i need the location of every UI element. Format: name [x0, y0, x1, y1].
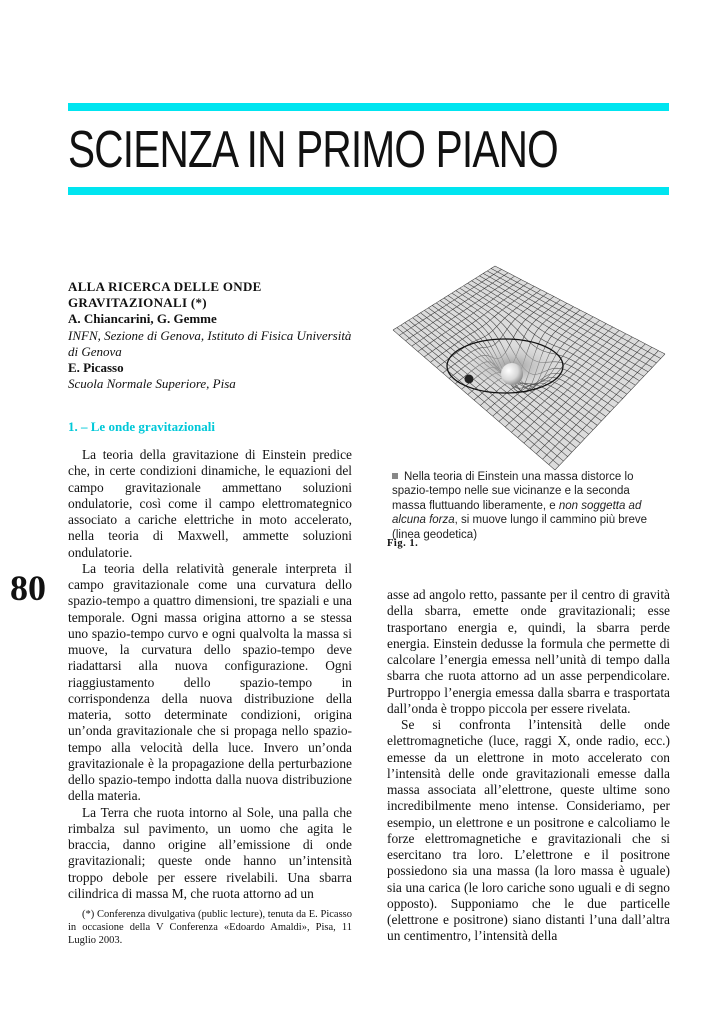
article-header	[68, 279, 352, 392]
paragraph: Se si confronta l’intensità delle onde elettromagnetiche (luce, raggi X, onde radio, ecc.) emesse da un elettrone in moto accelerato con l’intensità delle onde gravitazionali emesse dalla massa associata all’elettrone, queste ultime sono incredibilmente meno intense. Consideriamo, per esempio, un elettrone e un positrone e calcoliamo le forze elettromagnetiche e gravitazionali che si esercitano tra loro. L’elettrone e il positrone possiedono sia una massa (la loro massa è uguale) sia una carica (le loro cariche sono uguali e di segno opposto). Supponiamo che le due particelle (elettrone e positrone) siano distanti l’una dall’altra un centimentro, l’intensità della	[387, 717, 670, 944]
central-mass-sphere	[501, 363, 523, 385]
paragraph: La Terra che ruota intorno al Sole, una palla che rimbalza sul pavimento, un uomo che agita le braccia, danno origine all’emissione di onde gravitazionali; queste onde hanno un’intensità troppo debole per essere rivelabili. Una sbarra cilindrica di massa M, che ruota attorno ad un	[68, 804, 352, 901]
orbiting-mass-sphere	[465, 375, 474, 384]
right-column	[387, 587, 670, 945]
bottom-rule	[68, 187, 669, 195]
affiliation-primary: INFN, Sezione di Genova, Istituto di Fisica Università di Genova	[68, 327, 352, 359]
section-subheading: 1. – Le onde gravitazionali	[68, 419, 215, 434]
section-title: SCIENZA IN PRIMO PIANO	[68, 121, 558, 179]
caption-text-italic: non soggetta ad alcuna forza	[392, 499, 642, 527]
authors-primary: A. Chiancarini, G. Gemme	[68, 311, 217, 327]
paragraph: La teoria della relatività generale interpreta il campo gravitazionale come una curvatura dello spazio-tempo a quattro dimensioni, tre spaziali e una temporale. Ogni massa origina attorno a se stessa uno spazio-tempo curvo e ogni qualvolta la massa si muove, la curvatura dello spazio-tempo deve riadattarsi alla nuova configurazione. Ogni riaggiustamento dello spazio-tempo in corrispondenza della nuova distribuzione della materia, sotto determinate condizioni, origina un’onda gravitazionale che si propaga nello spazio-tempo alla velocità della luce. Invero un’onda gravitazionale è la propagazione della perturbazione dello spazio-tempo indotta dalla nuova distribuzione della materia.	[68, 560, 352, 804]
paragraph: La teoria della gravitazione di Einstein predice che, in certe condizioni dinamiche, le equazioni del campo gravitazionale ammettano soluzioni ondulatorie, così come il campo elettromategnico associato a cariche elettriche in moto accelerato, nella teoria di Maxwell, ammette soluzioni ondulatorie.	[68, 447, 352, 560]
figure-caption	[392, 470, 660, 542]
page-number: 80	[10, 568, 46, 608]
spacetime-grid-illustration	[387, 258, 670, 478]
footnote: (*) Conferenza divulgativa (public lecture), tenuta da E. Picasso in occasione della V Conferenza «Edoardo Amaldi», Pisa, 11 Luglio 2003.	[68, 909, 352, 946]
paragraph: asse ad angolo retto, passante per il centro di gravità della sbarra, emette onde gravitazionali; esse trasportano energia e, quindi, la sbarra perde energia. Einstein dedusse la formula che permette di calcolare l’energia emessa nell’unità di tempo dalla sbarra che ruota attorno ad un asse perpendicolare. Purtroppo l’energia emessa dalla sbarra e trasportata dall’onda è troppo piccola per essere rivelata.	[387, 587, 670, 716]
top-rule	[68, 103, 669, 111]
caption-bullet-icon	[392, 473, 398, 479]
spacetime-figure	[387, 258, 670, 478]
caption-text-1: Nella teoria di Einstein una massa distorce lo spazio-tempo nelle sue vicinanze e la seconda massa fluttuando liberamente, e	[392, 471, 634, 512]
left-column	[68, 447, 352, 902]
authors-secondary: E. Picasso	[68, 360, 124, 376]
figure-label: Fig. 1.	[387, 538, 419, 549]
caption-text-2: , si muove lungo il cammino più breve (linea geodetica)	[392, 514, 648, 541]
article-title: ALLA RICERCA DELLE ONDE GRAVITAZIONALI (*)	[68, 279, 262, 311]
affiliation-secondary: Scuola Normale Superiore, Pisa	[68, 376, 236, 392]
